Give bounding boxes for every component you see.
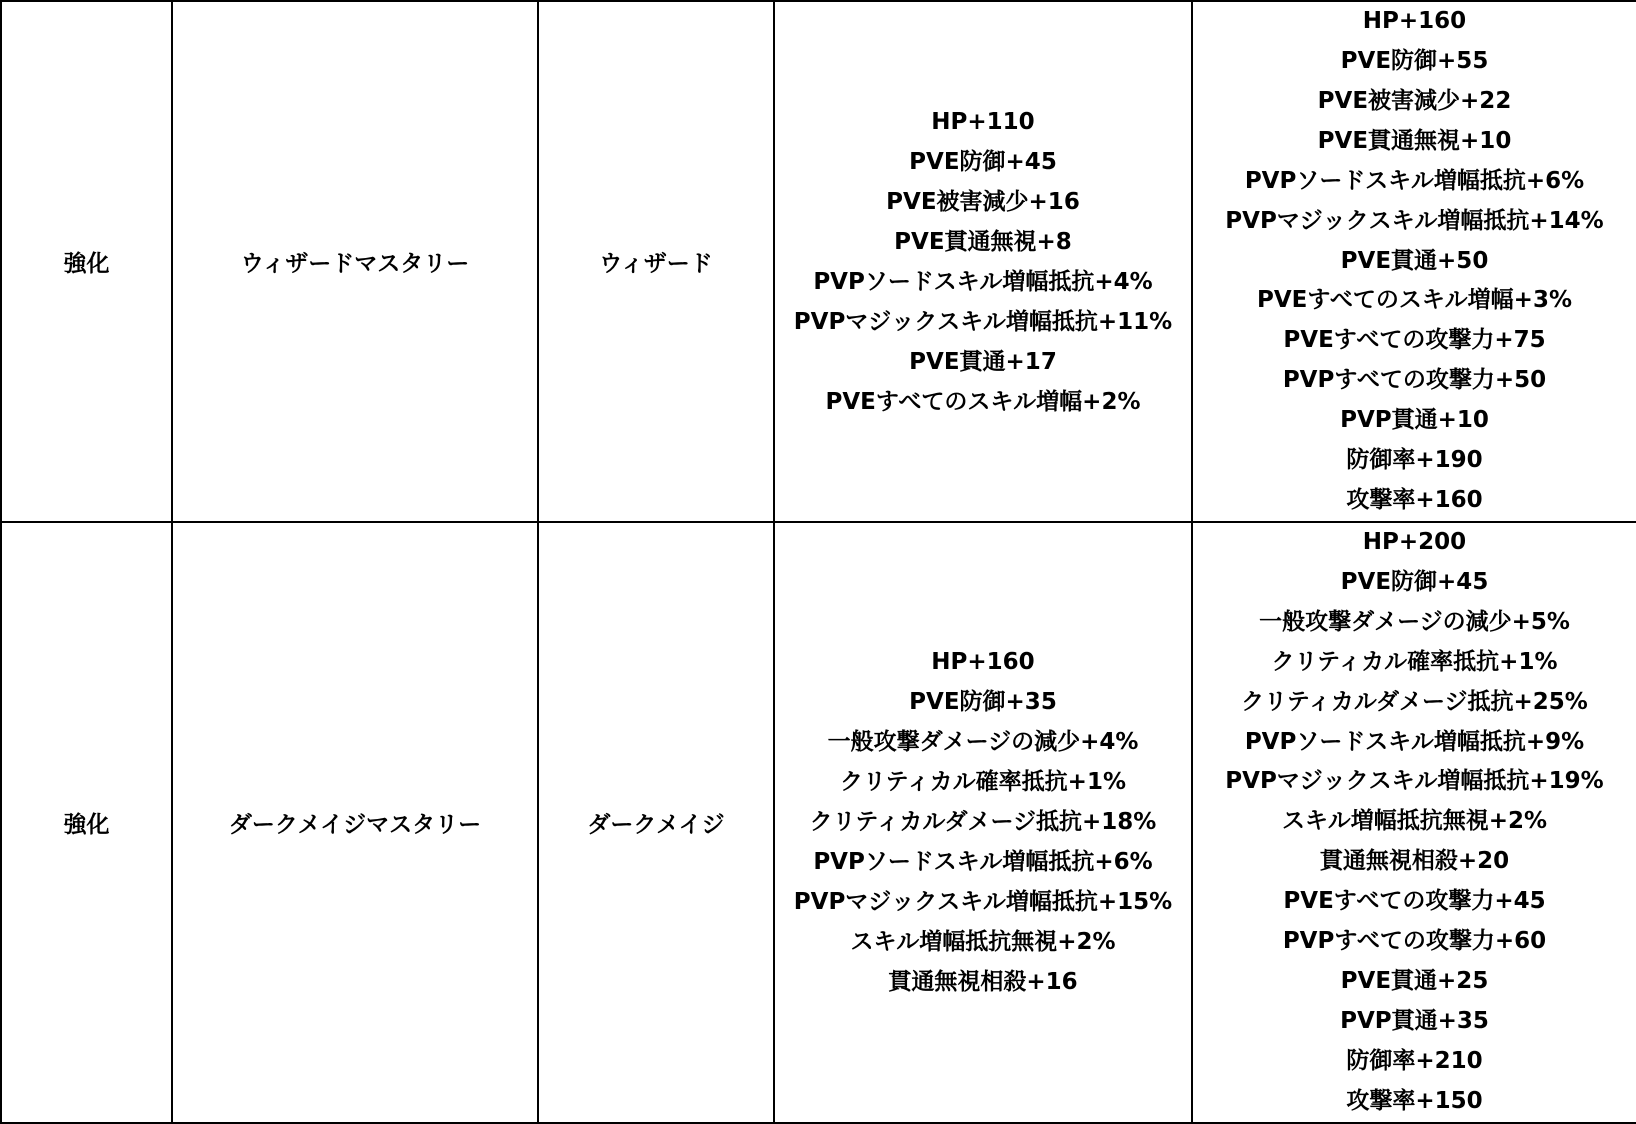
effect-line: クリティカル確率抵抗+1%	[839, 769, 1127, 796]
effects-cell-b	[1192, 1, 1636, 522]
effect-line: HP+160	[1362, 8, 1467, 35]
type-label: 強化	[63, 251, 110, 277]
mastery-name-cell	[172, 1, 538, 522]
effect-line: PVP貫通+35	[1340, 1007, 1489, 1034]
effects-cell-a	[774, 1, 1192, 522]
effect-line: HP+200	[1362, 529, 1467, 555]
effects-cell-b	[1192, 522, 1636, 1123]
effect-line: PVEすべてのスキル増幅+2%	[825, 388, 1141, 415]
effect-line: PVP貫通+10	[1340, 407, 1489, 434]
class-name-cell	[538, 1, 774, 522]
effect-line: HP+110	[931, 108, 1035, 135]
class-name-cell	[538, 522, 774, 1123]
effect-line: PVPマジックスキル増幅抵抗+14%	[1225, 207, 1604, 234]
effects-list-b	[1193, 2, 1636, 521]
effect-line: HP+160	[931, 649, 1035, 676]
effects-cell-a	[774, 522, 1192, 1123]
mastery-name: ウィザードマスタリー	[240, 251, 470, 277]
effect-line: PVPマジックスキル増幅抵抗+15%	[793, 889, 1173, 916]
effect-line: PVPマジックスキル増幅抵抗+11%	[793, 308, 1173, 335]
effect-line: スキル増幅抵抗無視+2%	[1281, 808, 1548, 835]
type-cell	[1, 522, 172, 1123]
class-name: ダークメイジ	[587, 811, 725, 838]
effect-line: 貫通無視相殺+16	[888, 969, 1078, 996]
effect-line: PVE防御+35	[909, 689, 1057, 716]
effect-line: 防御率+210	[1346, 1047, 1483, 1074]
effect-line: PVPソードスキル増幅抵抗+6%	[1244, 167, 1585, 194]
effect-line: クリティカルダメージ抵抗+18%	[809, 809, 1157, 836]
effect-line: PVE被害減少+16	[886, 188, 1080, 215]
effect-line: 攻撃率+150	[1346, 1087, 1483, 1114]
effects-list-a	[775, 642, 1191, 1002]
effect-line: PVPすべての攻撃力+60	[1282, 928, 1547, 955]
type-label: 強化	[63, 811, 110, 838]
effect-line: PVPソードスキル増幅抵抗+6%	[813, 849, 1153, 876]
class-name: ウィザード	[599, 251, 713, 277]
effect-line: 貫通無視相殺+20	[1319, 848, 1510, 875]
effect-line: PVE貫通+17	[909, 348, 1057, 375]
effect-line: PVE貫通+50	[1340, 247, 1489, 274]
effect-line: クリティカルダメージ抵抗+25%	[1241, 688, 1588, 715]
effect-line: PVE防御+45	[1340, 568, 1489, 595]
effect-line: PVE貫通無視+10	[1317, 127, 1512, 154]
effect-line: PVE貫通+25	[1340, 967, 1489, 994]
effect-line: PVE被害減少+22	[1317, 87, 1512, 114]
effect-line: PVEすべてのスキル増幅+3%	[1257, 287, 1572, 314]
effect-line: クリティカル確率抵抗+1%	[1271, 648, 1558, 675]
effect-line: 攻撃率+160	[1346, 486, 1483, 513]
effect-line: PVE防御+55	[1340, 48, 1489, 75]
effect-line: 防御率+190	[1346, 447, 1483, 474]
mastery-name-cell	[172, 522, 538, 1123]
effects-list-b	[1193, 523, 1636, 1122]
effect-line: PVEすべての攻撃力+75	[1283, 327, 1546, 354]
effect-line: PVPマジックスキル増幅抵抗+19%	[1225, 768, 1604, 795]
effect-line: 一般攻撃ダメージの減少+5%	[1259, 608, 1570, 635]
mastery-name: ダークメイジマスタリー	[228, 811, 482, 838]
effect-line: PVPソードスキル増幅抵抗+9%	[1244, 728, 1585, 755]
effect-line: スキル増幅抵抗無視+2%	[850, 929, 1116, 956]
effect-line: PVE貫通無視+8	[894, 228, 1072, 255]
effect-line: PVE防御+45	[909, 148, 1057, 175]
effect-line: PVPソードスキル増幅抵抗+4%	[813, 268, 1153, 295]
effects-list-a	[775, 102, 1191, 422]
effect-line: PVPすべての攻撃力+50	[1282, 367, 1547, 394]
effect-line: 一般攻撃ダメージの減少+4%	[827, 729, 1139, 756]
table-row	[1, 522, 1636, 1123]
type-cell	[1, 1, 172, 522]
table-row	[1, 1, 1636, 522]
effect-line: PVEすべての攻撃力+45	[1283, 888, 1546, 915]
